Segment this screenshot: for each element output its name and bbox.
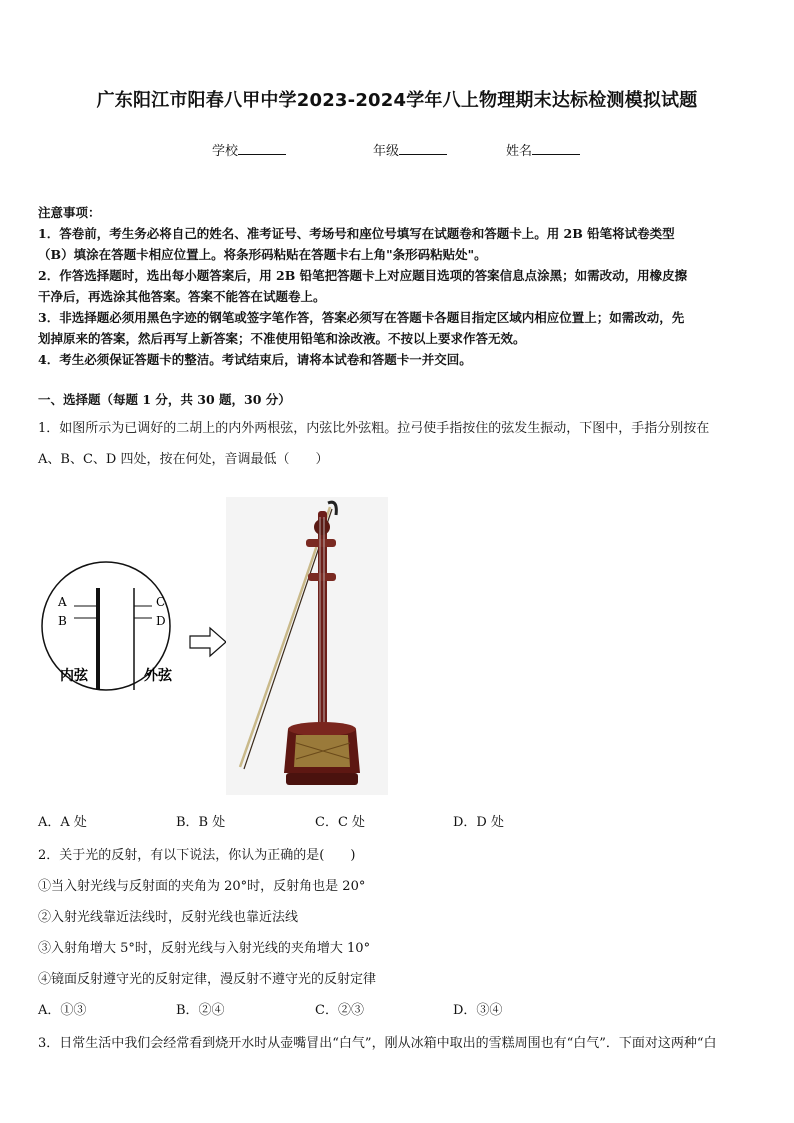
string-diagram [38,494,238,724]
section-heading: 一、选择题（每题 1 分，共 30 题，30 分） [38,392,291,407]
notice-line: 划掉原来的答案，然后再写上新答案；不准使用铅笔和涂改液。不按以上要求作答无效。 [38,331,526,346]
q2-statement: ①当入射光线与反射面的夹角为 20°时，反射角也是 20° [38,879,366,894]
q2-statement: ②入射光线靠近法线时，反射光线也靠近法线 [38,910,299,925]
inner-string [96,588,100,690]
label-b: B [58,614,67,628]
notice-line: 2．作答选择题时，选出每小题答案后，用 2B 铅笔把答题卡上对应题目选项的答案信息点涂黑；如需改动，用橡皮擦 [38,268,688,283]
exam-title: 广东阳江市阳春八甲中学2023-2024学年八上物理期末达标检测模拟试题 [96,90,698,111]
q1-option-a[interactable]: A．A 处 [38,815,87,830]
grade-blank[interactable] [399,142,447,155]
notice-line: 4．考生必须保证答题卡的整洁。考试结束后，请将本试卷和答题卡一并交回。 [38,352,472,367]
q2-statement: ④镜面反射遵守光的反射定律，漫反射不遵守光的反射定律 [38,972,377,987]
school-blank[interactable] [238,142,286,155]
notice-line: （B）填涂在答题卡相应位置上。将条形码粘贴在答题卡右上角"条形码粘贴处"。 [38,247,487,262]
label-outer: 外弦 [144,668,172,684]
arrow-icon [190,628,226,656]
notice-line: 干净后，再选涂其他答案。答案不能答在试题卷上。 [38,289,326,304]
erhu-icon [226,497,388,795]
label-a: A [58,595,67,609]
q1-option-c[interactable]: C．C 处 [315,815,366,830]
q2-statement: ③入射角增大 5°时，反射光线与入射光线的夹角增大 10° [38,941,371,956]
q1-option-d[interactable]: D．D 处 [453,815,504,830]
q2-stem: 2．关于光的反射，有以下说法，你认为正确的是( ) [38,848,356,863]
grade-field [373,140,447,159]
q2-option-b[interactable]: B．②④ [176,1003,225,1018]
label-c: C [156,595,166,609]
grade-label: 年级 [373,144,400,159]
notice-line: 3．非选择题必须用黑色字迹的钢笔或签字笔作答，答案必须写在答题卡各题目指定区域内相应位置上；如需改动，先 [38,310,685,325]
name-blank[interactable] [532,142,580,155]
q3-stem: 3．日常生活中我们会经常看到烧开水时从壶嘴冒出“白气”，刚从冰箱中取出的雪糕周围也有“白气”．下面对这两种“白 [38,1036,717,1051]
label-d: D [156,614,166,628]
q1-stem-line1: 1．如图所示为已调好的二胡上的内外两根弦，内弦比外弦粗。拉弓使手指按住的弦发生振动，下图中，手指分别按在 [38,421,710,436]
q2-option-a[interactable]: A．①③ [38,1003,87,1018]
school-field [212,140,286,159]
name-label: 姓名 [506,144,533,159]
school-label: 学校 [212,144,239,159]
name-field [506,140,580,159]
notice-line: 1．答卷前，考生务必将自己的姓名、准考证号、考场号和座位号填写在试题卷和答题卡上。用 2B 铅笔将试卷类型 [38,226,675,241]
q1-option-b[interactable]: B．B 处 [176,815,226,830]
label-inner: 内弦 [60,668,88,684]
q2-option-c[interactable]: C．②③ [315,1003,364,1018]
notice-heading: 注意事项： [38,205,101,220]
q2-option-d[interactable]: D．③④ [453,1003,503,1018]
q1-stem-line2: A、B、C、D 四处，按在何处，音调最低（ ） [38,452,329,467]
